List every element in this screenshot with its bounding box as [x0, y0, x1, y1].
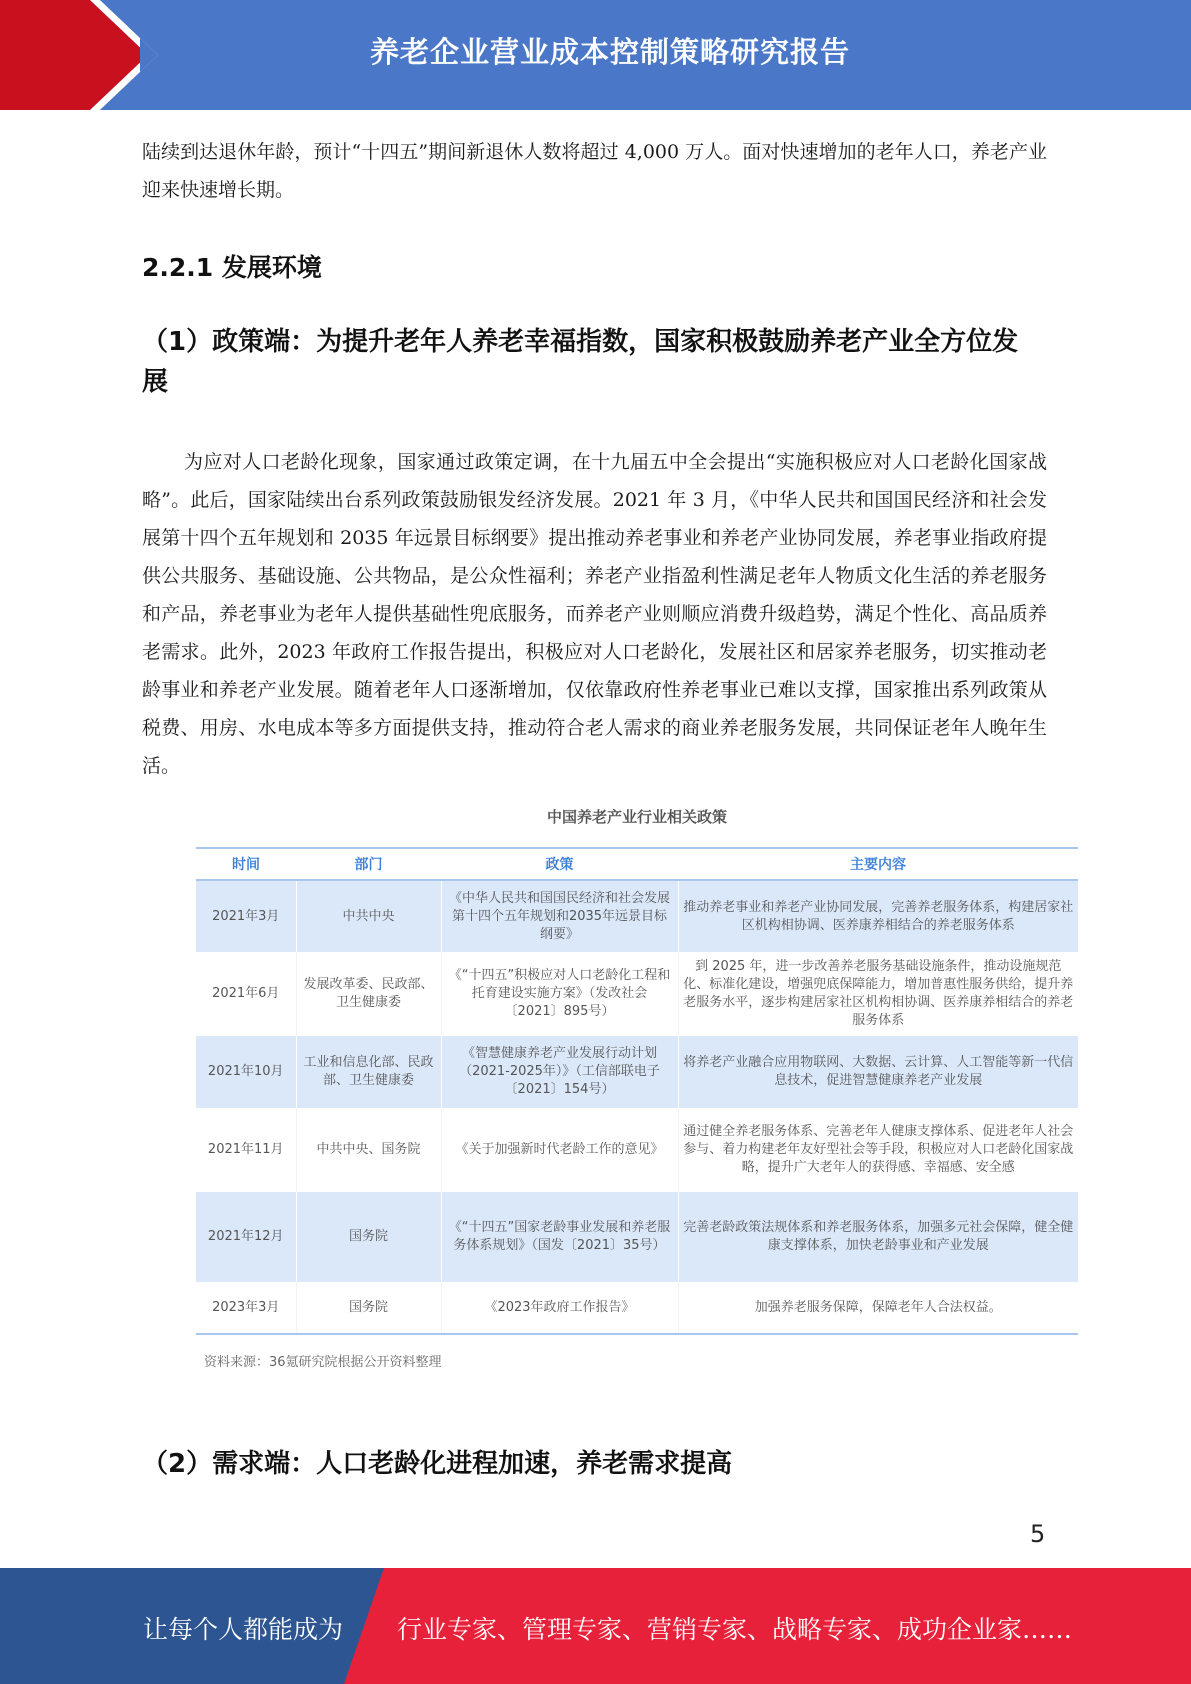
cell-policy: 《“十四五”积极应对人口老龄化工程和托育建设实施方案》（发改社会〔2021〕895号）: [441, 952, 678, 1036]
cell-content: 推动养老事业和养老产业协同发展，完善养老服务体系，构建居家社区机构相协调、医养康养相结合的养老服务体系: [678, 880, 1078, 952]
cell-content: 将养老产业融合应用物联网、大数据、云计算、人工智能等新一代信息技术，促进智慧健康养老产业发展: [678, 1036, 1078, 1108]
cell-time: 2021年10月: [196, 1036, 296, 1108]
page-number: 5: [1030, 1520, 1046, 1548]
page-header: [0, 0, 1191, 110]
cell-policy: 《2023年政府工作报告》: [441, 1282, 678, 1334]
cell-department: 工业和信息化部、民政部、卫生健康委: [296, 1036, 441, 1108]
cell-department: 国务院: [296, 1192, 441, 1282]
section-heading: 2.2.1 发展环境: [142, 253, 322, 282]
intro-paragraph: 陆续到达退休年龄，预计“十四五”期间新退休人数将超过 4,000 万人。面对快速增加的老年人口，养老产业迎来快速增长期。: [142, 141, 1047, 201]
page-footer: [0, 1568, 1191, 1684]
cell-content: 完善老龄政策法规体系和养老服务体系，加强多元社会保障，健全健康支撑体系，加快老龄事业和产业发展: [678, 1192, 1078, 1282]
table-row: [196, 1282, 1078, 1334]
header-department: 部门: [296, 848, 441, 880]
footer-slogan-left: 让每个人都能成为: [143, 1615, 344, 1644]
demand-subheading: （2）需求端：人口老龄化进程加速，养老需求提高: [142, 1449, 733, 1479]
header-content: 主要内容: [678, 848, 1078, 880]
cell-content: 通过健全养老服务体系、完善老年人健康支撑体系、促进老年人社会参与、着力构建老年友好型社会等手段，积极应对人口老龄化国家战略，提升广大老年人的获得感、幸福感、安全感: [678, 1108, 1078, 1192]
table-row: [196, 880, 1078, 952]
report-title: 养老企业营业成本控制策略研究报告: [369, 35, 850, 69]
cell-department: 发展改革委、民政部、卫生健康委: [296, 952, 441, 1036]
header-policy: 政策: [441, 848, 678, 880]
policy-subheading: （1）政策端：为提升老年人养老幸福指数，国家积极鼓励养老产业全方位发展: [142, 327, 1019, 397]
cell-department: 中共中央、国务院: [296, 1108, 441, 1192]
cell-time: 2021年6月: [196, 952, 296, 1036]
cell-policy: 《中华人民共和国国民经济和社会发展第十四个五年规划和2035年远景目标纲要》: [441, 880, 678, 952]
policy-table: [196, 847, 1078, 1335]
cell-time: 2021年3月: [196, 880, 296, 952]
cell-policy: 《智慧健康养老产业发展行动计划（2021-2025年）》（工信部联电子〔2021〕154号）: [441, 1036, 678, 1108]
header-arrow-decoration: [0, 0, 200, 110]
cell-content: 到 2025 年，进一步改善养老服务基础设施条件，推动设施规范化、标准化建设，增强兜底保障能力，增加普惠性服务供给，提升养老服务水平，逐步构建居家社区机构相协调、医养康养相结合的养老服务体系: [678, 952, 1078, 1036]
table-row: [196, 952, 1078, 1036]
table-title: 中国养老产业行业相关政策: [546, 808, 727, 826]
table-row: [196, 1192, 1078, 1282]
cell-policy: 《关于加强新时代老龄工作的意见》: [441, 1108, 678, 1192]
cell-department: 国务院: [296, 1282, 441, 1334]
cell-content: 加强养老服务保障，保障老年人合法权益。: [678, 1282, 1078, 1334]
header-time: 时间: [196, 848, 296, 880]
footer-slogan-right: 行业专家、管理专家、营销专家、战略专家、成功企业家……: [397, 1615, 1073, 1644]
cell-time: 2021年11月: [196, 1108, 296, 1192]
table-header-row: [196, 848, 1078, 880]
policy-paragraph: 为应对人口老龄化现象，国家通过政策定调，在十九届五中全会提出“实施积极应对人口老龄化国家战略”。此后，国家陆续出台系列政策鼓励银发经济发展。2021 年 3 月，《中华人民共和国国民经济和社会发展第十四个五年规划和 2035 年远景目标纲要》提出推动养老事业和养老产业协同发展，养老事业指政府提供公共服务、基础设施、公共物品，是公众性福利；养老产业指盈利性满足老年人物质文化生活的养老服务和产品，养老事业为老年人提供基础性兜底服务，而养老产业则顺应消费升级趋势，满足个性化、高品质养老需求。此外，2023 年政府工作报告提出，积极应对人口老龄化，发展社区和居家养老服务，切实推动老龄事业和养老产业发展。随着老年人口逐渐增加，仅依靠政府性养老事业已难以支撑，国家推出系列政策从税费、用房、水电成本等多方面提供支持，推动符合老人需求的商业养老服务发展，共同保证老年人晚年生活。: [142, 451, 1047, 777]
table-source-note: 资料来源：36氪研究院根据公开资料整理: [204, 1355, 442, 1370]
cell-policy: 《“十四五”国家老龄事业发展和养老服务体系规划》（国发〔2021〕35号）: [441, 1192, 678, 1282]
cell-department: 中共中央: [296, 880, 441, 952]
table-row: [196, 1036, 1078, 1108]
cell-time: 2021年12月: [196, 1192, 296, 1282]
table-row: [196, 1108, 1078, 1192]
cell-time: 2023年3月: [196, 1282, 296, 1334]
